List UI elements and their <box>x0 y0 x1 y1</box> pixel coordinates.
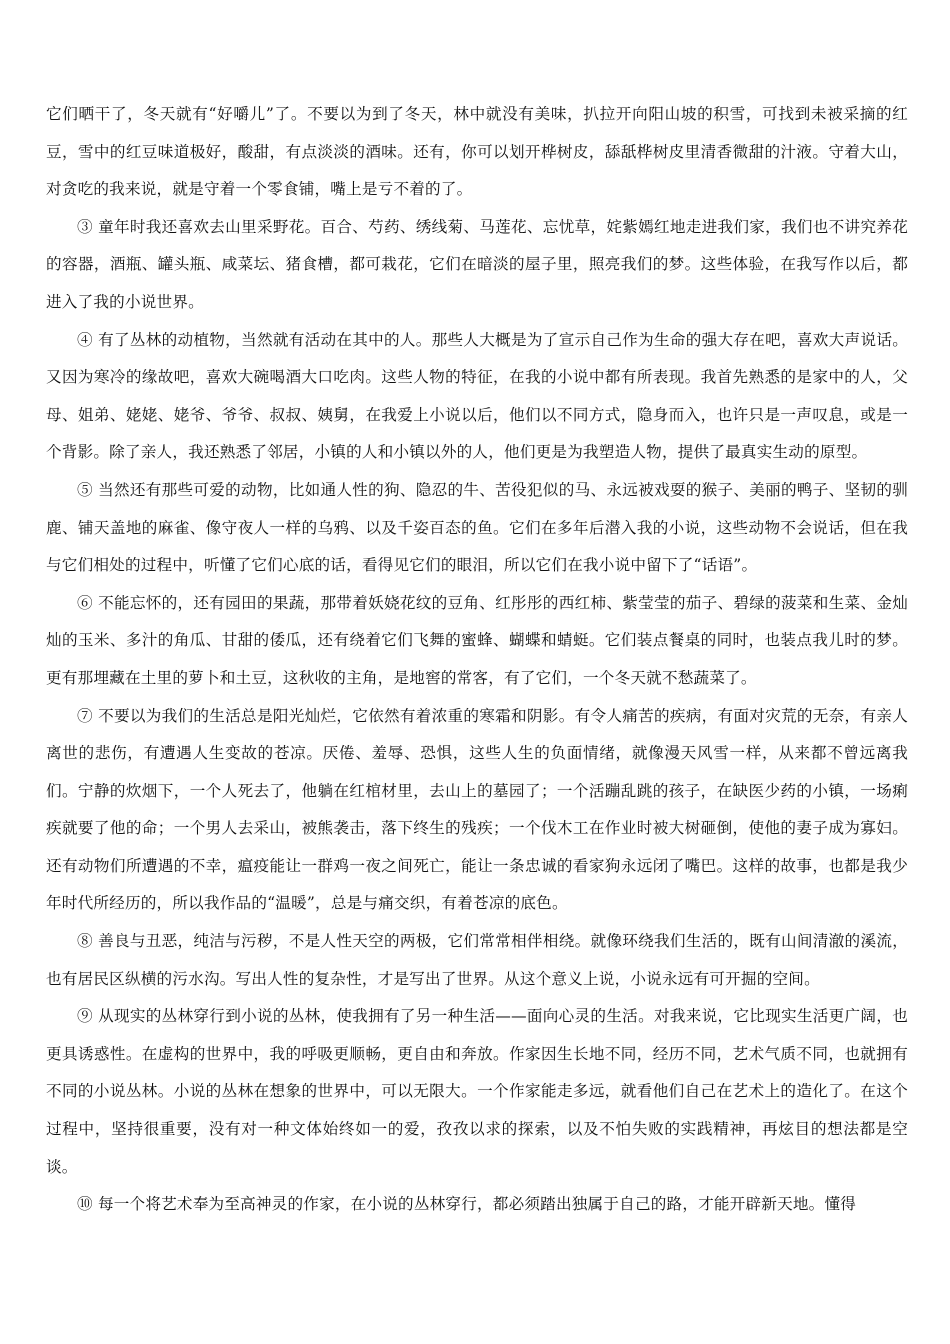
paragraph-6: ⑥ 不能忘怀的，还有园田的果蔬，那带着妖娆花纹的豆角、红彤彤的西红柿、紫莹莹的茄子、碧绿的菠菜和生菜、金灿灿的玉米、多汁的角瓜、甘甜的倭瓜，还有绕着它们飞舞的蜜蜂、蝴蝶和蜻蜓。它们装点餐桌的同时，也装点我儿时的梦。更有那埋藏在土里的萝卜和土豆，这秋收的主角，是地窖的常客，有了它们，一个冬天就不愁蔬菜了。 <box>46 593 908 687</box>
paragraph-4: ④ 有了丛林的动植物，当然就有活动在其中的人。那些人大概是为了宣示自己作为生命的强大存在吧，喜欢大声说话。又因为寒冷的缘故吧，喜欢大碗喝酒大口吃肉。这些人物的特征，在我的小说中都有所表现。我首先熟悉的是家中的人，父母、姐弟、姥姥、姥爷、爷爷、叔叔、姨舅，在我爱上小说以后，他们以不同方式，隐身而入，也许只是一声叹息，或是一个背影。除了亲人，我还熟悉了邻居，小镇的人和小镇以外的人，他们更是为我塑造人物，提供了最真实生动的原型。 <box>46 330 908 462</box>
paragraph-7: ⑦ 不要以为我们的生活总是阳光灿烂，它依然有着浓重的寒霜和阴影。有令人痛苦的疾病，有面对灾荒的无奈，有亲人离世的悲伤，有遭遇人生变故的苍凉。厌倦、羞辱、恐惧，这些人生的负面情绪，就像漫天风雪一样，从来都不曾远离我们。宁静的炊烟下，一个人死去了，他躺在红棺材里，去山上的墓园了；一个活蹦乱跳的孩子，在缺医少药的小镇，一场痢疾就要了他的命；一个男人去采山，被熊袭击，落下终生的残疾；一个伐木工在作业时被大树砸倒，使他的妻子成为寡妇。还有动物们所遭遇的不幸，瘟疫能让一群鸡一夜之间死亡，能让一条忠诚的看家狗永远闭了嘴巴。这样的故事，也都是我少年时代所经历的，所以我作品的“温暖”，总是与痛交织，有着苍凉的底色。 <box>46 706 908 913</box>
paragraph-continued: 它们晒干了，冬天就有“好嚼儿”了。不要以为到了冬天，林中就没有美味，扒拉开向阳山坡的积雪，可找到未被采摘的红豆，雪中的红豆味道极好，酸甜，有点淡淡的酒味。还有，你可以划开桦树皮，舔舐桦树皮里清香微甜的汁液。守着大山，对贪吃的我来说，就是守着一个零食铺，嘴上是亏不着的了。 <box>46 105 908 199</box>
paragraph-5: ⑤ 当然还有那些可爱的动物，比如通人性的狗、隐忍的牛、苦役犯似的马、永远被戏耍的猴子、美丽的鸭子、坚韧的驯鹿、铺天盖地的麻雀、像守夜人一样的乌鸦、以及千姿百态的鱼。它们在多年后潜入我的小说，这些动物不会说话，但在我与它们相处的过程中，听懂了它们心底的话，看得见它们的眼泪，所以它们在我小说中留下了“话语”。 <box>46 480 908 575</box>
paragraph-9: ⑨ 从现实的丛林穿行到小说的丛林，使我拥有了另一种生活——面向心灵的生活。对我来说，它比现实生活更广阔，也更具诱惑性。在虚构的世界中，我的呼吸更顺畅，更自由和奔放。作家因生长地不同，经历不同，艺术气质不同，也就拥有不同的小说丛林。小说的丛林在想象的世界中，可以无限大。一个作家能走多远，就看他们自己在艺术上的造化了。在这个过程中，坚持很重要，没有对一种文体始终如一的爱，孜孜以求的探索，以及不怕失败的实践精神，再炫目的想法都是空谈。 <box>46 1007 908 1176</box>
paragraph-10: ⑩ 每一个将艺术奉为至高神灵的作家，在小说的丛林穿行，都必须踏出独属于自己的路，才能开辟新天地。懂得 <box>77 1195 857 1214</box>
paragraph-3: ③ 童年时我还喜欢去山里采野花。百合、芍药、绣线菊、马莲花、忘忧草，姹紫嫣红地走进我们家，我们也不讲究养花的容器，酒瓶、罐头瓶、咸菜坛、猪食槽，都可栽花，它们在暗淡的屋子里，照亮我们的梦。这些体验，在我写作以后，都进入了我的小说世界。 <box>46 217 908 311</box>
paragraph-8: ⑧ 善良与丑恶，纯洁与污秽，不是人性天空的两极，它们常常相伴相绕。就像环绕我们生活的，既有山间清澈的溪流，也有居民区纵横的污水沟。写出人性的复杂性，才是写出了世界。从这个意义上说，小说永远有可开掘的空间。 <box>46 932 908 988</box>
document-page <box>46 96 908 1224</box>
